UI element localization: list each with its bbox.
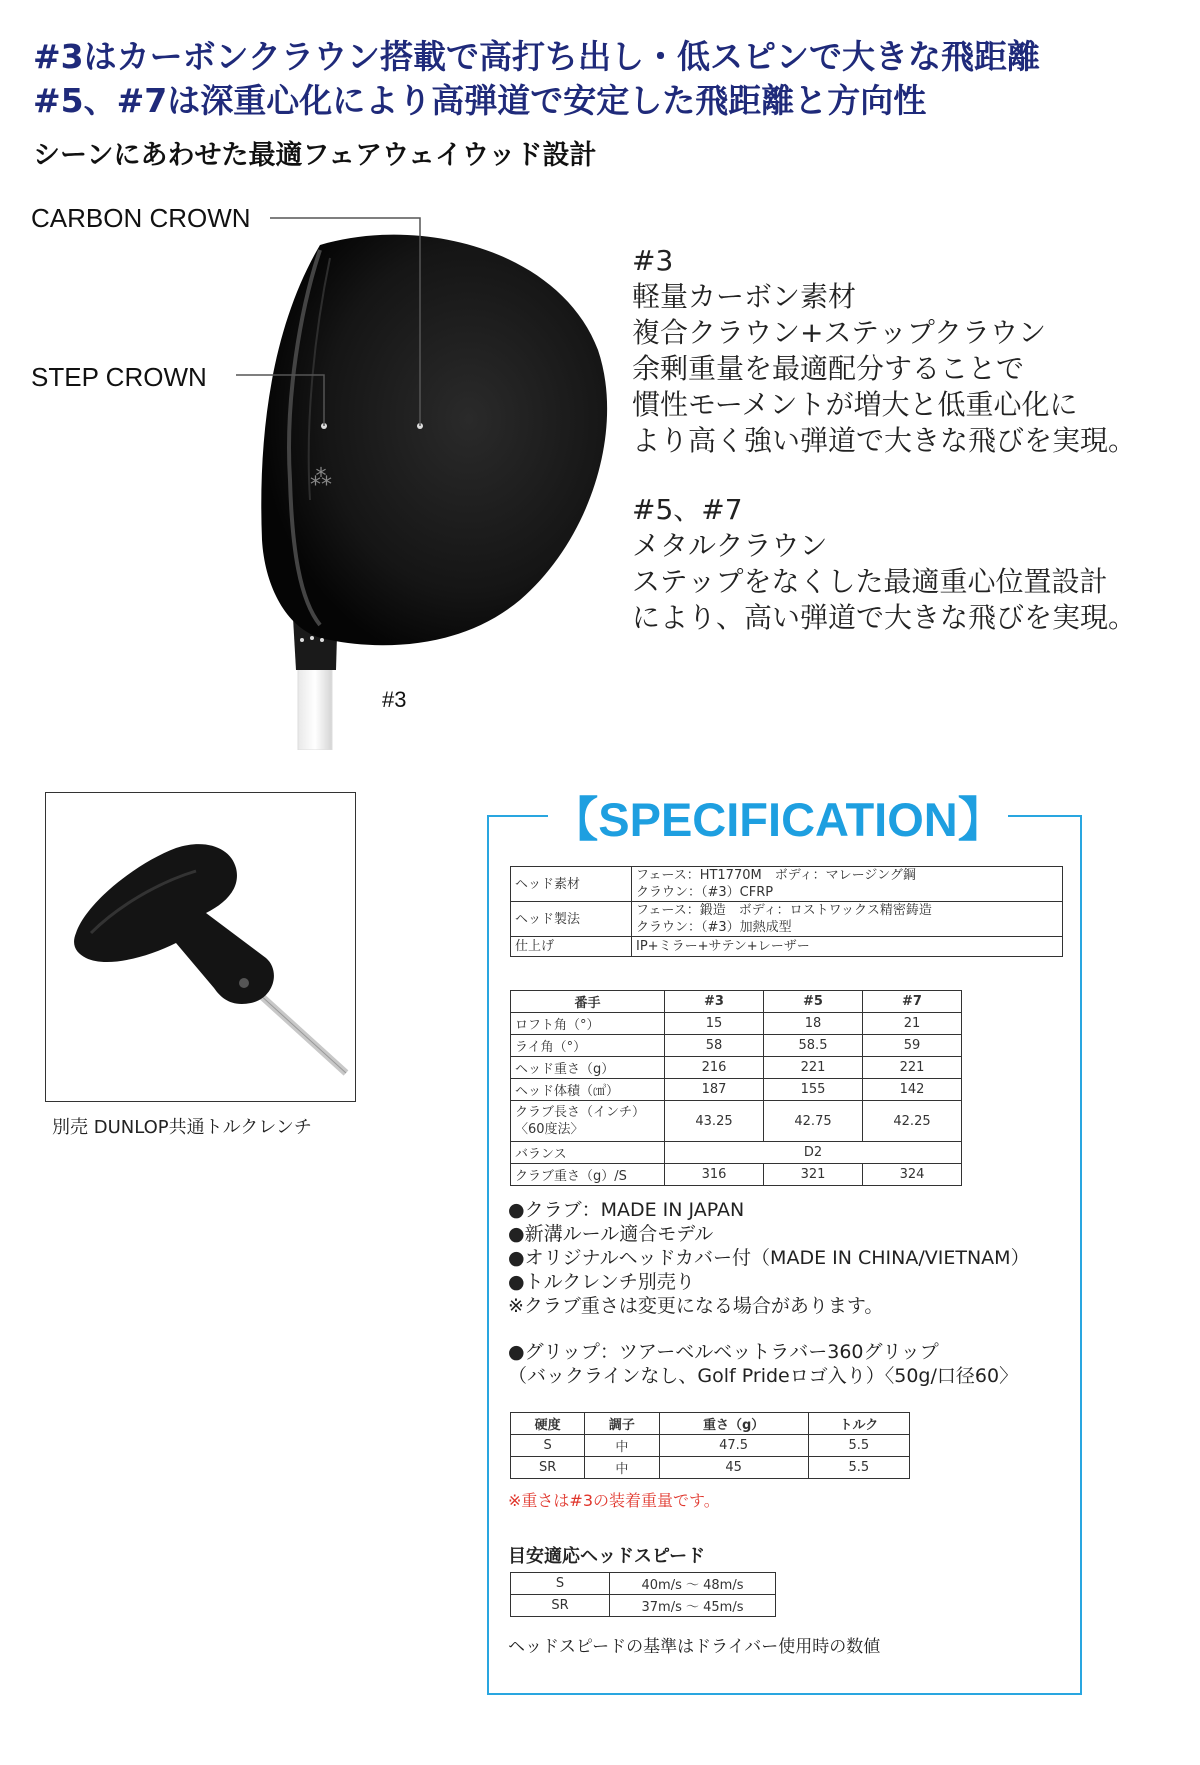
headline-line-2: #5、#7は深重心化により高弾道で安定した飛距離と方向性 bbox=[33, 81, 927, 120]
row-label: ロフト角（°） bbox=[511, 1013, 665, 1035]
cell: S bbox=[511, 1573, 610, 1595]
table-row bbox=[511, 937, 1063, 957]
value-line: クラウン：（#3）CFRP bbox=[636, 885, 774, 900]
cell: D2 bbox=[665, 1142, 962, 1164]
spec-frame-top-right bbox=[1005, 815, 1082, 817]
header-cell: トルク bbox=[808, 1413, 909, 1435]
headline-line-1: #3はカーボンクラウン搭載で高打ち出し・低スピンで大きな飛距離 bbox=[33, 37, 1040, 76]
table-row bbox=[511, 1435, 910, 1457]
table-header-row bbox=[511, 1413, 910, 1435]
cell: 40m/s 〜 48m/s bbox=[610, 1573, 776, 1595]
club-label: #3 bbox=[382, 687, 407, 712]
description-line: #3 bbox=[632, 244, 674, 277]
cell: 324 bbox=[863, 1164, 962, 1186]
cell: 21 bbox=[863, 1013, 962, 1035]
grip-line: ●グリップ：ツアーベルベットラバー360グリップ bbox=[508, 1341, 939, 1363]
description-club57 bbox=[632, 492, 1136, 636]
value-line: フェース：鍛造 ボディ：ロストワックス精密鋳造 bbox=[636, 903, 932, 918]
table-row bbox=[511, 1142, 962, 1164]
club-head-image bbox=[0, 180, 620, 750]
callout-carbon-crown: CARBON CROWN bbox=[31, 203, 251, 233]
description-line: 複合クラウン+ステップクラウン bbox=[632, 316, 1047, 349]
table-row bbox=[511, 1164, 962, 1186]
table-row bbox=[511, 1595, 776, 1617]
subheading: シーンにあわせた最適フェアウェイウッド設計 bbox=[33, 140, 597, 171]
header-cell: 番手 bbox=[511, 991, 665, 1013]
row-label: ヘッド体積（㎤） bbox=[511, 1079, 665, 1101]
description-line: 軽量カーボン素材 bbox=[632, 280, 857, 313]
cell: 221 bbox=[863, 1057, 962, 1079]
header-cell: 重さ（g） bbox=[659, 1413, 808, 1435]
description-line: より高く強い弾道で大きな飛びを実現。 bbox=[632, 424, 1137, 457]
cell: 316 bbox=[665, 1164, 764, 1186]
table-row bbox=[511, 1035, 962, 1057]
cell: SR bbox=[511, 1595, 610, 1617]
cell: 155 bbox=[764, 1079, 863, 1101]
materials-table bbox=[510, 866, 1063, 957]
svg-text:⁂: ⁂ bbox=[310, 466, 332, 491]
note-line: ●クラブ：MADE IN JAPAN bbox=[508, 1199, 745, 1221]
description-line: 余剰重量を最適配分することで bbox=[632, 352, 1025, 385]
spec-notes bbox=[508, 1198, 1030, 1318]
value-line: クラウン：（#3）加熱成型 bbox=[636, 920, 792, 935]
cell: 45 bbox=[659, 1457, 808, 1479]
grip-line: （バックラインなし、Golf Prideロゴ入り）〈50g/口径60〉 bbox=[508, 1365, 1019, 1387]
row-label: クラブ重さ（g）/S bbox=[511, 1164, 665, 1186]
cell: 47.5 bbox=[659, 1435, 808, 1457]
table-row bbox=[511, 1101, 962, 1142]
cell: 221 bbox=[764, 1057, 863, 1079]
cell: 5.5 bbox=[808, 1457, 909, 1479]
headspeed-table bbox=[510, 1572, 776, 1617]
row-label: ヘッド素材 bbox=[511, 867, 632, 902]
cell: 18 bbox=[764, 1013, 863, 1035]
headspeed-note: ヘッドスピードの基準はドライバー使用時の数値 bbox=[508, 1637, 881, 1657]
cell: 42.75 bbox=[764, 1101, 863, 1142]
note-line: ●新溝ルール適合モデル bbox=[508, 1223, 714, 1245]
description-club3 bbox=[632, 243, 1136, 459]
row-label: ヘッド製法 bbox=[511, 902, 632, 937]
cell: 43.25 bbox=[665, 1101, 764, 1142]
cell: 中 bbox=[585, 1457, 659, 1479]
shaft-note: ※重さは#3の装着重量です。 bbox=[508, 1491, 720, 1510]
cell: S bbox=[511, 1435, 585, 1457]
note-line: ※クラブ重さは変更になる場合があります。 bbox=[508, 1295, 884, 1317]
wrench-image-frame bbox=[45, 792, 356, 1102]
spec-table bbox=[510, 990, 962, 1186]
row-label: ライ角（°） bbox=[511, 1035, 665, 1057]
table-row bbox=[511, 1573, 776, 1595]
cell: 59 bbox=[863, 1035, 962, 1057]
header-cell: 硬度 bbox=[511, 1413, 585, 1435]
cell: SR bbox=[511, 1457, 585, 1479]
cell: 5.5 bbox=[808, 1435, 909, 1457]
table-row bbox=[511, 902, 1063, 937]
cell: 187 bbox=[665, 1079, 764, 1101]
description-line: ステップをなくした最適重心位置設計 bbox=[632, 565, 1108, 598]
table-row bbox=[511, 1457, 910, 1479]
row-value bbox=[632, 867, 1063, 902]
header-cell: #5 bbox=[764, 991, 863, 1013]
spec-title: 【SPECIFICATION】 bbox=[548, 790, 1008, 850]
spec-frame-top-left bbox=[487, 815, 549, 817]
table-row bbox=[511, 867, 1063, 902]
callout-step-crown: STEP CROWN bbox=[31, 362, 207, 392]
header-cell: #3 bbox=[665, 991, 764, 1013]
shaft-table bbox=[510, 1412, 910, 1479]
table-header-row bbox=[511, 991, 962, 1013]
cell: 中 bbox=[585, 1435, 659, 1457]
row-label: クラブ長さ（インチ）〈60度法〉 bbox=[511, 1101, 665, 1142]
torque-wrench-image bbox=[46, 793, 354, 1100]
table-row bbox=[511, 1013, 962, 1035]
header-cell: 調子 bbox=[585, 1413, 659, 1435]
row-label: バランス bbox=[511, 1142, 665, 1164]
cell: 321 bbox=[764, 1164, 863, 1186]
table-row bbox=[511, 1079, 962, 1101]
cell: 58 bbox=[665, 1035, 764, 1057]
description-line: #5、#7 bbox=[632, 493, 743, 526]
row-value: IP+ミラー+サテン+レーザー bbox=[632, 937, 1063, 957]
wrench-caption: 別売 DUNLOP共通トルクレンチ bbox=[52, 1117, 312, 1138]
cell: 37m/s 〜 45m/s bbox=[610, 1595, 776, 1617]
cell: 216 bbox=[665, 1057, 764, 1079]
header-cell: #7 bbox=[863, 991, 962, 1013]
note-line: ●トルクレンチ別売り bbox=[508, 1271, 695, 1293]
cell: 15 bbox=[665, 1013, 764, 1035]
description-line: により、高い弾道で大きな飛びを実現。 bbox=[632, 601, 1137, 634]
row-label: 仕上げ bbox=[511, 937, 632, 957]
description-line: メタルクラウン bbox=[632, 529, 828, 562]
description-line: 慣性モーメントが増大と低重心化に bbox=[632, 388, 1078, 421]
note-line: ●オリジナルヘッドカバー付（MADE IN CHINA/VIETNAM） bbox=[508, 1247, 1030, 1269]
value-line: フェース：HT1770M ボディ：マレージング鋼 bbox=[636, 868, 916, 883]
cell: 58.5 bbox=[764, 1035, 863, 1057]
row-value bbox=[632, 902, 1063, 937]
cell: 42.25 bbox=[863, 1101, 962, 1142]
headspeed-title: 目安適応ヘッドスピード bbox=[508, 1546, 706, 1567]
row-label: ヘッド重さ（g） bbox=[511, 1057, 665, 1079]
grip-notes bbox=[508, 1340, 1018, 1388]
table-row bbox=[511, 1057, 962, 1079]
cell: 142 bbox=[863, 1079, 962, 1101]
